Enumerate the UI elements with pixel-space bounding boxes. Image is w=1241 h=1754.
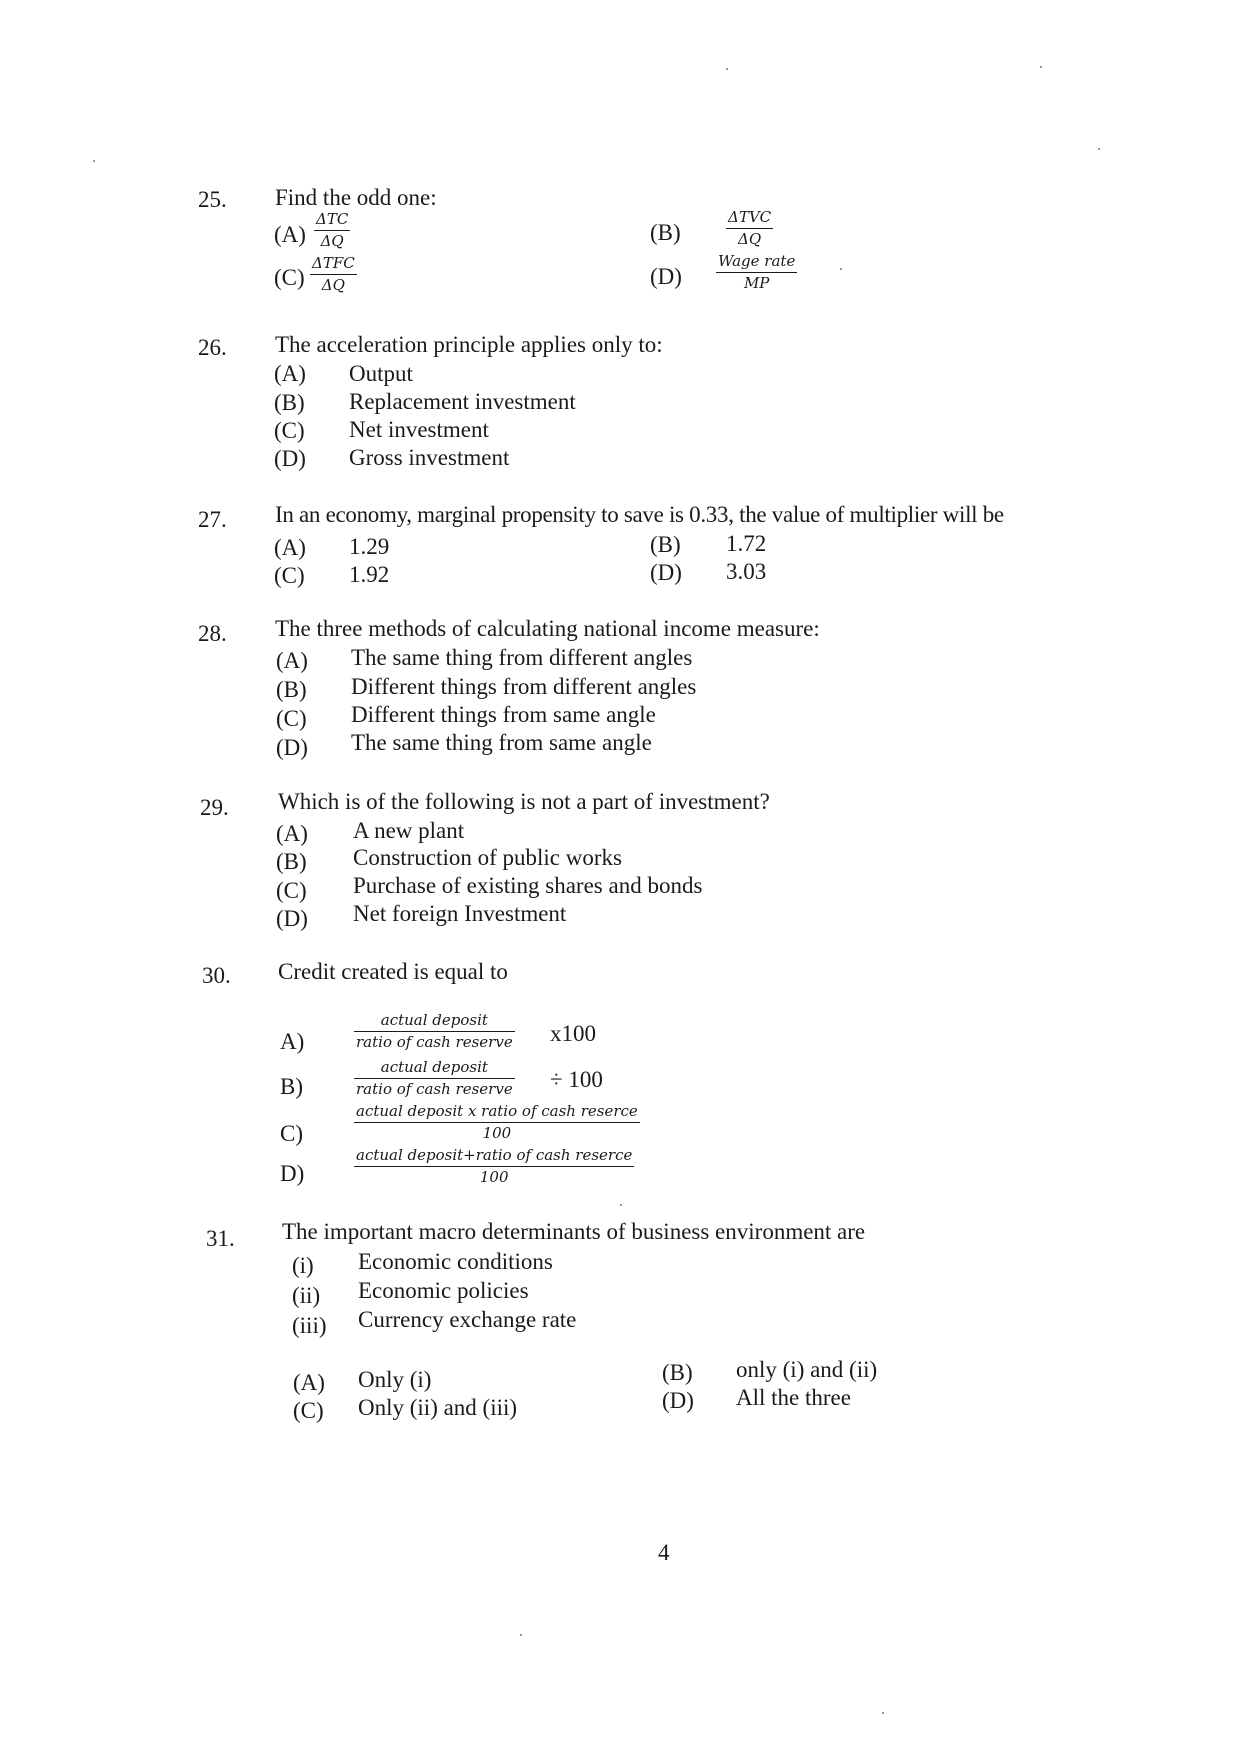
scan-speck <box>840 268 842 270</box>
question-text: Which is of the following is not a part of investment? <box>278 789 770 814</box>
item-text: Currency exchange rate <box>358 1307 577 1332</box>
option-label: (C) <box>293 1398 324 1423</box>
question-text: In an economy, marginal propensity to save is 0.33, the value of multiplier will be <box>275 502 1004 527</box>
question-number: 31. <box>206 1226 235 1251</box>
option-label: (B) <box>662 1360 693 1385</box>
fraction-denominator: ΔQ <box>738 230 762 248</box>
option-label: (B) <box>650 532 681 557</box>
option-text: only (i) and (ii) <box>736 1357 878 1382</box>
fraction-numerator: Wage rate <box>718 252 796 270</box>
option-fraction <box>726 210 773 247</box>
scan-speck <box>620 1204 622 1206</box>
fraction-numerator: actual deposit <box>380 1011 488 1029</box>
fraction-numerator: actual deposit x ratio of cash reserce <box>356 1102 638 1120</box>
fraction-bar <box>726 228 773 229</box>
option-label: (B) <box>274 390 305 415</box>
item-label: (ii) <box>292 1283 321 1308</box>
option-label: (B) <box>650 220 681 245</box>
scan-speck <box>1040 66 1042 68</box>
option-label: (A) <box>293 1370 325 1395</box>
option-fraction <box>310 256 357 293</box>
option-text: Different things from different angles <box>351 674 697 699</box>
fraction-denominator: ratio of cash reserve <box>356 1080 513 1098</box>
option-text: Net investment <box>349 417 489 442</box>
question-text: Find the odd one: <box>275 185 437 210</box>
fraction-bar <box>310 274 357 275</box>
fraction-numerator: ΔTVC <box>728 208 772 226</box>
fraction-denominator: 100 <box>482 1124 512 1142</box>
option-text: Purchase of existing shares and bonds <box>353 873 703 898</box>
option-text: Replacement investment <box>349 389 576 414</box>
option-text: 3.03 <box>726 559 767 584</box>
option-label: (C) <box>276 878 307 903</box>
fraction-denominator: ΔQ <box>321 276 345 294</box>
option-suffix: ÷ 100 <box>550 1067 603 1092</box>
option-label: (D) <box>662 1388 694 1413</box>
fraction-numerator: actual deposit <box>380 1058 488 1076</box>
scan-speck <box>1098 148 1100 150</box>
fraction-bar <box>354 1122 640 1123</box>
option-label: A) <box>280 1029 305 1054</box>
fraction-denominator: MP <box>743 274 770 292</box>
option-label: (B) <box>276 849 307 874</box>
fraction-bar <box>314 230 350 231</box>
fraction-numerator: actual deposit+ratio of cash reserce <box>356 1146 633 1164</box>
option-text: Only (ii) and (iii) <box>358 1395 518 1420</box>
option-text: Gross investment <box>349 445 510 470</box>
question-number: 30. <box>202 963 231 988</box>
option-label: B) <box>280 1074 303 1099</box>
option-text: The same thing from same angle <box>351 730 652 755</box>
option-label: (D) <box>276 906 308 931</box>
option-text: A new plant <box>353 818 465 843</box>
item-text: Economic policies <box>358 1278 529 1303</box>
scan-speck <box>882 1712 884 1714</box>
fraction-denominator: 100 <box>479 1168 509 1186</box>
option-fraction <box>354 1060 515 1097</box>
fraction-numerator: ΔTC <box>316 210 349 228</box>
option-label: (C) <box>274 563 305 588</box>
question-text: Credit created is equal to <box>278 959 508 984</box>
option-label: (C) <box>276 706 307 731</box>
question-number: 27. <box>198 507 227 532</box>
option-text: Output <box>349 361 413 386</box>
option-label: (D) <box>276 735 308 760</box>
fraction-bar <box>354 1166 634 1167</box>
option-fraction <box>314 212 350 249</box>
option-label: (A) <box>276 648 308 673</box>
item-text: Economic conditions <box>358 1249 553 1274</box>
question-text: The important macro determinants of business environment are <box>282 1219 866 1244</box>
option-fraction <box>354 1148 634 1185</box>
fraction-bar <box>354 1078 515 1079</box>
fraction-numerator: ΔTFC <box>312 254 355 272</box>
question-text: The acceleration principle applies only to: <box>275 332 663 357</box>
item-label: (iii) <box>292 1313 327 1338</box>
option-label: (A) <box>274 222 306 247</box>
option-label: (D) <box>650 560 682 585</box>
option-label: D) <box>280 1161 305 1186</box>
option-label: (D) <box>274 446 306 471</box>
option-label: (A) <box>276 821 308 846</box>
page-number: 4 <box>658 1540 670 1565</box>
option-fraction <box>716 254 797 291</box>
option-text: 1.72 <box>726 531 767 556</box>
option-text: Construction of public works <box>353 845 622 870</box>
fraction-bar <box>716 272 797 273</box>
option-text: Net foreign Investment <box>353 901 567 926</box>
fraction-denominator: ΔQ <box>320 232 344 250</box>
scan-speck <box>726 68 728 70</box>
option-text: All the three <box>736 1385 851 1410</box>
question-number: 29. <box>200 795 229 820</box>
option-label: C) <box>280 1121 303 1146</box>
question-number: 26. <box>198 335 227 360</box>
question-text: The three methods of calculating national income measure: <box>275 616 820 641</box>
option-suffix: x100 <box>550 1021 596 1046</box>
option-label: (C) <box>274 418 305 443</box>
option-text: The same thing from different angles <box>351 645 693 670</box>
option-label: (D) <box>650 264 682 289</box>
scan-speck <box>520 1634 522 1636</box>
option-fraction <box>354 1104 640 1141</box>
item-label: (i) <box>292 1253 314 1278</box>
scan-speck <box>93 160 95 162</box>
question-number: 25. <box>198 187 227 212</box>
option-fraction <box>354 1013 515 1050</box>
question-number: 28. <box>198 621 227 646</box>
option-label: (C) <box>274 265 305 290</box>
option-label: (B) <box>276 677 307 702</box>
option-text: Different things from same angle <box>351 702 656 727</box>
option-text: Only (i) <box>358 1367 432 1392</box>
fraction-bar <box>354 1031 515 1032</box>
fraction-denominator: ratio of cash reserve <box>356 1033 513 1051</box>
option-text: 1.92 <box>349 562 390 587</box>
option-label: (A) <box>274 361 306 386</box>
option-text: 1.29 <box>349 534 390 559</box>
option-label: (A) <box>274 535 306 560</box>
